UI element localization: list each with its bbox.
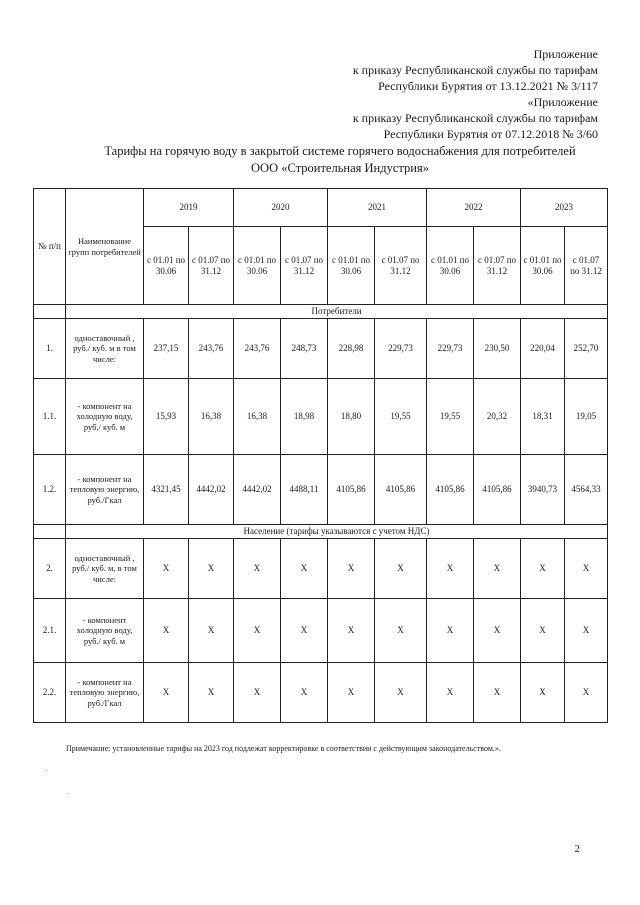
table-row <box>34 379 608 455</box>
period-header: с 01.01 по 30.06 <box>234 227 281 305</box>
cell-value: 4105,86 <box>474 455 521 525</box>
section-spacer <box>34 525 66 539</box>
section-spacer <box>34 305 66 319</box>
row-num: 2.2. <box>34 663 66 723</box>
row-num: 1.1. <box>34 379 66 455</box>
cell-value: 16,38 <box>234 379 281 455</box>
table-row <box>34 455 608 525</box>
year-header: 2019 <box>144 189 234 227</box>
cell-value: 4442,02 <box>234 455 281 525</box>
section-row <box>34 305 608 319</box>
cell-value: X <box>474 599 521 663</box>
cell-value: 248,73 <box>281 319 328 379</box>
cell-value: X <box>189 599 234 663</box>
header-line: к приказу Республиканской службы по тарифам <box>352 111 598 125</box>
cell-value: X <box>375 663 427 723</box>
cell-value: 4488,11 <box>281 455 328 525</box>
year-header: 2020 <box>234 189 328 227</box>
cell-value: 15,93 <box>144 379 189 455</box>
cell-value: 4564,33 <box>565 455 608 525</box>
period-header: с 01.01 по 30.06 <box>328 227 375 305</box>
cell-value: 4105,86 <box>328 455 375 525</box>
cell-value: X <box>375 599 427 663</box>
period-header: с 01.07 по 31.12 <box>281 227 328 305</box>
cell-value: X <box>427 663 474 723</box>
cell-value: 237,15 <box>144 319 189 379</box>
section-population: Население (тарифы указываются с учетом НДС) <box>66 525 608 539</box>
period-header: с 01.07 по 31.12 <box>565 227 608 305</box>
cell-value: X <box>234 663 281 723</box>
cell-value: 220,04 <box>521 319 565 379</box>
cell-value: X <box>281 663 328 723</box>
document-title <box>60 143 620 177</box>
title-line: Тарифы на горячую воду в закрытой системе горячего водоснабжения для потребителей <box>104 144 576 158</box>
cell-value: X <box>474 663 521 723</box>
cell-value: 230,50 <box>474 319 521 379</box>
cell-value: X <box>281 599 328 663</box>
cell-value: 252,70 <box>565 319 608 379</box>
row-name: одноставочный , руб./ куб. м, в том числе: <box>66 539 144 599</box>
cell-value: 243,76 <box>234 319 281 379</box>
cell-value: X <box>427 599 474 663</box>
cell-value: X <box>565 663 608 723</box>
year-header: 2023 <box>521 189 608 227</box>
cell-value: 18,98 <box>281 379 328 455</box>
cell-value: X <box>328 539 375 599</box>
cell-value: 229,73 <box>375 319 427 379</box>
cell-value: 229,73 <box>427 319 474 379</box>
header-line: Республики Бурятия от 13.12.2021 № 3/117 <box>378 79 598 93</box>
period-header: с 01.01 по 30.06 <box>521 227 565 305</box>
appendix-header <box>353 46 598 142</box>
period-header: с 01.07 по 31.12 <box>189 227 234 305</box>
cell-value: 18,80 <box>328 379 375 455</box>
scan-speck <box>68 793 69 794</box>
period-header: с 01.07 по 31.12 <box>375 227 427 305</box>
table-note: Примечание: установленные тарифы на 2023 год подлежат корректировке в соответствии с действующим законодательством.». <box>66 744 501 753</box>
row-num: 1.2. <box>34 455 66 525</box>
cell-value: 16,38 <box>189 379 234 455</box>
cell-value: 4105,86 <box>375 455 427 525</box>
row-name: - компонент холодную воду, руб./ куб. м <box>66 599 144 663</box>
header-line: Республики Бурятия от 07.12.2018 № 3/60 <box>383 127 598 141</box>
row-num: 1. <box>34 319 66 379</box>
cell-value: X <box>234 599 281 663</box>
cell-value: 19,55 <box>427 379 474 455</box>
cell-value: 19,05 <box>565 379 608 455</box>
period-header: с 01.01 по 30.06 <box>427 227 474 305</box>
row-num: 2.1. <box>34 599 66 663</box>
col-num-header: № п/п <box>34 189 66 305</box>
cell-value: 19,55 <box>375 379 427 455</box>
cell-value: X <box>375 539 427 599</box>
table-row <box>34 319 608 379</box>
cell-value: X <box>521 539 565 599</box>
header-line: к приказу Республиканской службы по тарифам <box>352 63 598 77</box>
period-header: с 01.01 по 30.06 <box>144 227 189 305</box>
cell-value: X <box>144 663 189 723</box>
cell-value: X <box>281 539 328 599</box>
table-row <box>34 663 608 723</box>
cell-value: 4321,45 <box>144 455 189 525</box>
row-name: одноставочный , руб./ куб. м в том числе: <box>66 319 144 379</box>
row-name: - компонент на тепловую энергию, руб./Гкал <box>66 663 144 723</box>
col-name-header: Наименование групп потребителей <box>66 189 144 305</box>
cell-value: X <box>427 539 474 599</box>
year-header: 2022 <box>427 189 521 227</box>
cell-value: X <box>328 599 375 663</box>
cell-value: X <box>189 539 234 599</box>
title-line: ООО «Строительная Индустрия» <box>251 161 429 175</box>
cell-value: 4105,86 <box>427 455 474 525</box>
cell-value: 20,32 <box>474 379 521 455</box>
cell-value: X <box>521 663 565 723</box>
cell-value: 18,31 <box>521 379 565 455</box>
page-number: 2 <box>574 843 580 855</box>
cell-value: X <box>565 599 608 663</box>
tariff-table <box>33 188 608 723</box>
cell-value: X <box>565 539 608 599</box>
scan-speck <box>46 770 47 771</box>
cell-value: X <box>189 663 234 723</box>
cell-value: X <box>144 539 189 599</box>
cell-value: X <box>474 539 521 599</box>
cell-value: X <box>234 539 281 599</box>
row-name: - компонент на тепловую энергию, руб./Гкал <box>66 455 144 525</box>
row-num: 2. <box>34 539 66 599</box>
cell-value: X <box>328 663 375 723</box>
table-row <box>34 599 608 663</box>
section-row <box>34 525 608 539</box>
year-header: 2021 <box>328 189 427 227</box>
cell-value: 4442,02 <box>189 455 234 525</box>
header-line: Приложение <box>533 47 598 61</box>
section-consumers: Потребители <box>66 305 608 319</box>
row-name: - компонент на холодную воду, руб./ куб. м <box>66 379 144 455</box>
table-row <box>34 539 608 599</box>
year-header-row <box>34 189 608 227</box>
cell-value: 228,98 <box>328 319 375 379</box>
cell-value: 3940,73 <box>521 455 565 525</box>
header-line: «Приложение <box>527 95 598 109</box>
cell-value: X <box>521 599 565 663</box>
cell-value: 243,76 <box>189 319 234 379</box>
period-header: с 01.07 по 31.12 <box>474 227 521 305</box>
cell-value: X <box>144 599 189 663</box>
